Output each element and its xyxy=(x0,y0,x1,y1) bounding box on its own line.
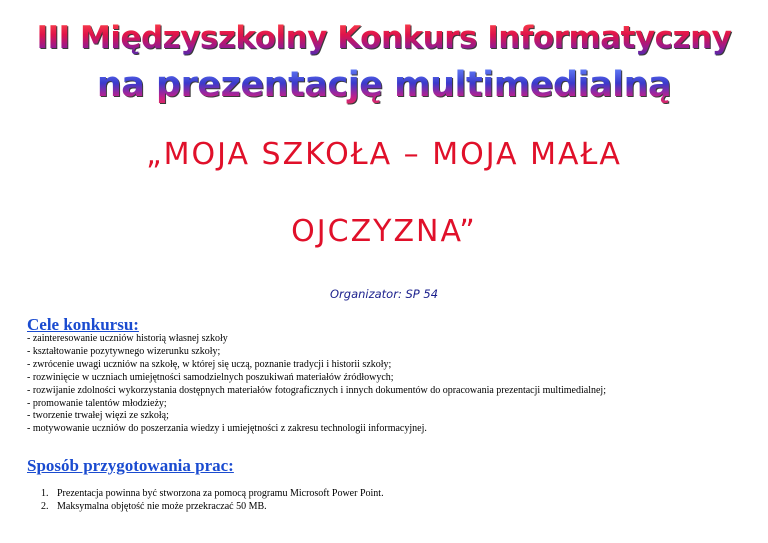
item-text: Maksymalna objętość nie może przekraczać 50 MB. xyxy=(57,501,267,512)
preparation-list xyxy=(27,487,747,513)
preparation-item xyxy=(27,500,747,513)
goal-item: - promowanie talentów młodzieży; xyxy=(27,397,167,409)
item-number: 2. xyxy=(41,501,49,512)
title-line-2: na prezentację multimedialną xyxy=(0,65,768,105)
goals-heading: Cele konkursu: xyxy=(27,315,139,334)
title-line-1: III Międzyszkolny Konkurs Informatyczny xyxy=(0,20,768,56)
goal-item: - zwrócenie uwagi uczniów na szkołę, w której się uczą, poznanie tradycji i historii szkoły; xyxy=(27,358,392,370)
goal-item: - rozwijanie zdolności wykorzystania dostępnych materiałów fotograficznych i innych dokumentów do opracowania prezentacji multimedialnej; xyxy=(27,384,606,396)
organizer-text: Organizator: SP 54 xyxy=(329,287,439,301)
goal-item: - zainteresowanie uczniów historią własnej szkoły xyxy=(27,333,228,344)
motto-line-1: „MOJA SZKOŁA – MOJA MAŁA xyxy=(146,137,622,172)
goal-item: - rozwinięcie w uczniach umiejętności samodzielnych poszukiwań materiałów źródłowych; xyxy=(27,371,394,383)
motto-line-2: OJCZYZNA” xyxy=(291,214,477,249)
goal-item: - kształtowanie pozytywnego wizerunku szkoły; xyxy=(27,345,221,357)
preparation-heading: Sposób przygotowania prac: xyxy=(27,456,234,475)
item-number: 1. xyxy=(41,488,49,499)
goals-list xyxy=(27,333,757,436)
goal-item: - motywowanie uczniów do poszerzania wiedzy i umiejętności z zakresu technologii informacyjnej. xyxy=(27,423,427,435)
goal-item: - tworzenie trwałej więzi ze szkołą; xyxy=(27,410,169,422)
item-text: Prezentacja powinna być stworzona za pomocą programu Microsoft Power Point. xyxy=(57,488,384,499)
preparation-item xyxy=(27,487,747,500)
